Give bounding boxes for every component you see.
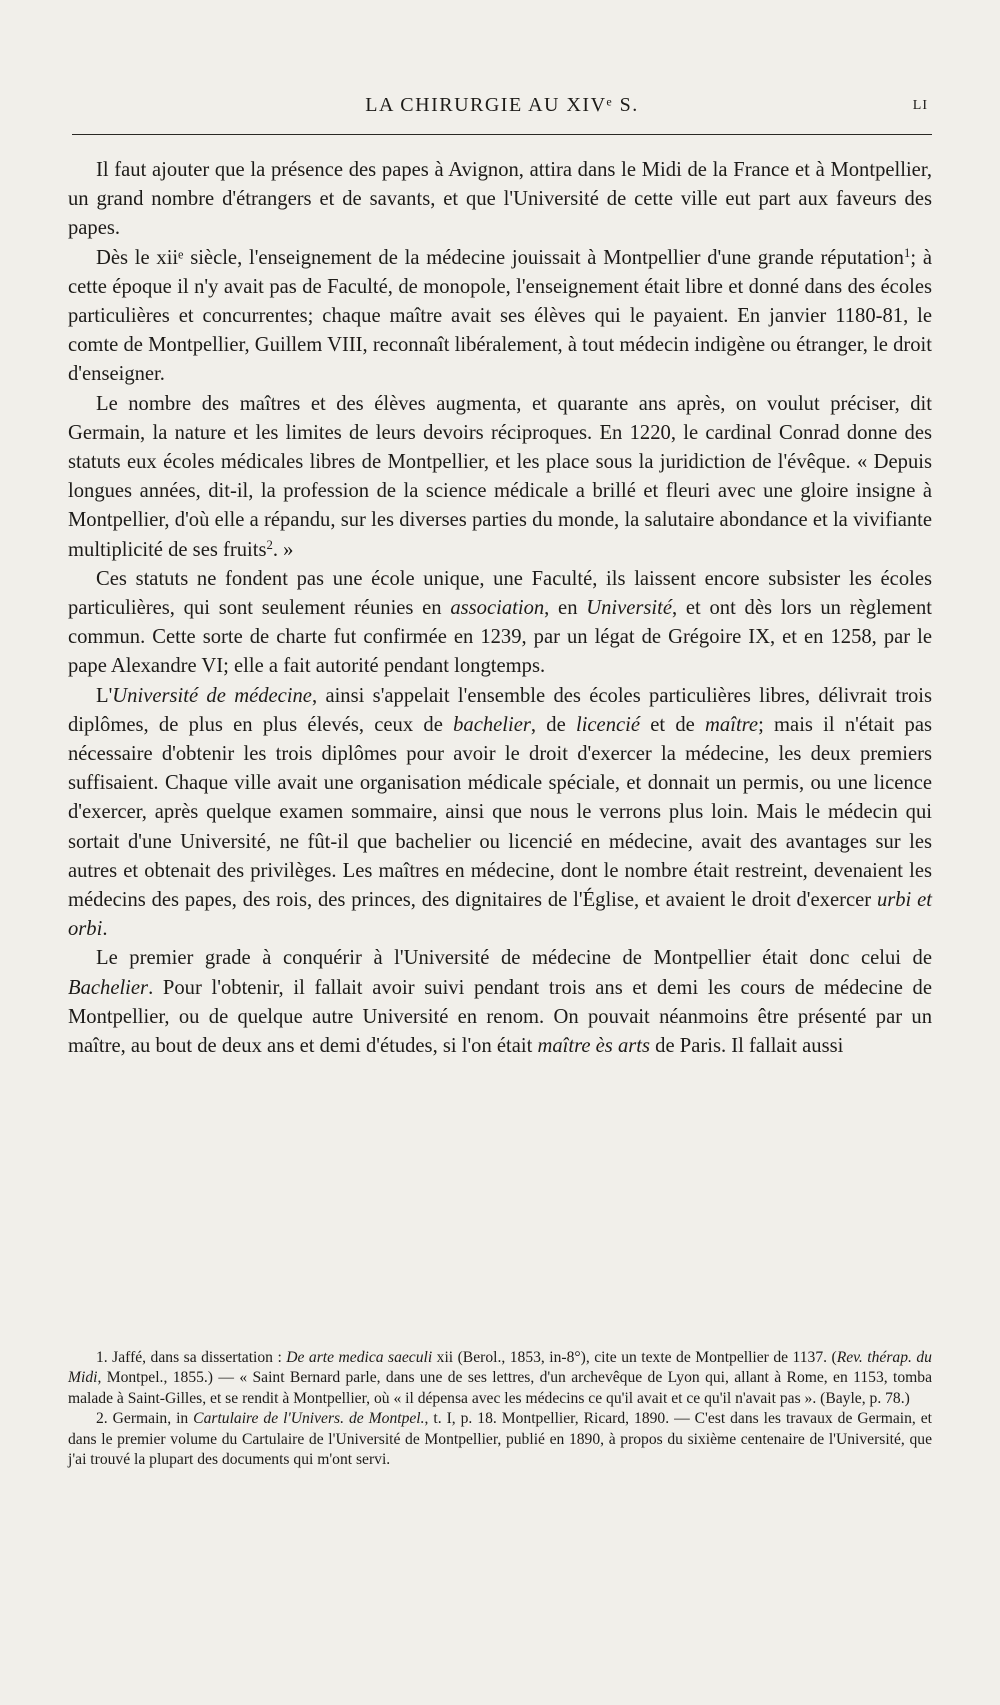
- footnote-1-text-a: 1. Jaffé, dans sa dissertation :: [96, 1349, 287, 1366]
- italic-maitre-es-arts: maître ès arts: [537, 1035, 651, 1058]
- paragraph-3-text-a: Le nombre des maîtres et des élèves augmenta, et quarante ans après, on voulut préciser, dit Germain, la nature et les limites de leurs devoirs réciproques. En 1220, le cardinal Conrad donne des statuts eux écoles médicales libres de Montpellier, et les place sous la juridiction de l'évêque. « Depuis longues années, dit-il, la profession de la science médicale a brillé et fleuri avec une gloire insigne à Montpellier, d'où elle a répandu, sur les diverses parties du monde, la salutaire abondance et la vivifiante multiplicité de ses fruits: [68, 392, 932, 561]
- footnotes: [68, 1348, 932, 1470]
- paragraph-3: [68, 390, 932, 565]
- footnote-2-italic-cartulaire: Cartulaire de l'Univers. de Montpel.: [193, 1410, 425, 1428]
- paragraph-4-text-c: , et ont dès lors un règlement commun. Cette sorte de charte fut confirmée en 1239, par un légat de Grégoire IX, et en 1258, par le pape Alexandre VI; elle a fait autorité pendant longtemps.: [68, 597, 932, 678]
- footnote-1-text-c: , Montpel., 1855.) — « Saint Bernard parle, dans une de ses lettres, d'un archevêque de Lyon qui, allant à Rome, en 1153, tomba malade à Saint-Gilles, et se rendit à Montpellier, où « il dépensa avec les médecins ce qu'il avait et ce qu'il n'avait pas ». (Bayle, p. 78.): [68, 1369, 932, 1407]
- paragraph-6-text-a: Le premier grade à conquérir à l'Université de médecine de Montpellier était donc celui de: [96, 947, 932, 970]
- italic-licencie: licencié: [575, 713, 640, 736]
- italic-urbi-et-orbi: urbi et orbi: [68, 889, 932, 941]
- paragraph-2-text-a: Dès le xiiᵉ siècle, l'enseignement de la médecine jouissait à Montpellier d'une grande réputation: [96, 246, 904, 269]
- paragraph-6: [68, 944, 932, 1061]
- paragraph-2-text-b: ; à cette époque il n'y avait pas de Faculté, de monopole, l'enseignement était libre et donné dans des écoles particulières et concurrentes; chaque maître avait ses élèves qui le payaient. En janvier 1180-81, le comte de Montpellier, Guillem VIII, reconnaît libéralement, à tout médecin indigène ou étranger, le droit d'enseigner.: [68, 246, 932, 386]
- footnote-2-text-b: , t. I, p. 18. Montpellier, Ricard, 1890. — C'est dans les travaux de Germain, et dans le premier volume du Cartulaire de l'Université de Montpellier, publié en 1890, à propos du sixième centenaire de l'Université, que j'ai trouvé la plupart des documents qui m'ont servi.: [68, 1410, 933, 1469]
- footnote-ref-1: 1: [903, 245, 911, 260]
- footnote-1-italic-journal: Rev. thérap. du Midi: [68, 1349, 932, 1387]
- paragraph-6-text-c: de Paris. Il fallait aussi: [650, 1035, 844, 1058]
- paragraph-2: [68, 244, 932, 390]
- italic-bachelier-grade: Bachelier: [68, 976, 149, 999]
- running-title: LA CHIRURGIE AU XIVᵉ S.: [365, 94, 639, 116]
- paragraph-1-text: Il faut ajouter que la présence des papes à Avignon, attira dans le Midi de la France et à Montpellier, un grand nombre d'étrangers et de savants, et que l'Université de cette ville eut part aux faveurs des papes.: [68, 159, 932, 240]
- italic-association: association: [450, 597, 545, 620]
- footnote-1-italic-title: De arte medica saeculi: [286, 1349, 433, 1366]
- paragraph-5-text-a: L': [96, 684, 113, 707]
- italic-universite-medecine: Université de médecine: [112, 684, 312, 707]
- italic-universite: Université: [586, 597, 673, 620]
- paragraph-1: [68, 156, 932, 244]
- footnote-2-text-a: 2. Germain, in: [96, 1410, 194, 1428]
- footnote-ref-2: 2: [266, 537, 273, 552]
- paragraph-5-text-f: .: [102, 918, 108, 941]
- italic-bachelier: bachelier: [453, 713, 531, 736]
- paragraph-4-text-b: , en: [544, 597, 587, 620]
- paragraph-4-text-a: Ces statuts ne fondent pas une école unique, une Faculté, ils laissent encore subsister les écoles particulières, qui sont seulement réunies en: [68, 567, 932, 620]
- page-header: [72, 94, 932, 135]
- paragraph-5: [68, 682, 932, 945]
- paragraph-5-text-e: ; mais il n'était pas nécessaire d'obtenir les trois diplômes pour avoir le droit d'exercer la médecine, les deux premiers suffisaient. Chaque ville avait une organisation médicale spéciale, et donnait un permis, ou une licence d'exercer, après quelque examen sommaire, ainsi que nous le verrons plus loin. Mais le médecin qui sortait d'une Université, ne fût-il que bachelier ou licencié en médecine, avait des avantages sur les autres et obtenait des privilèges. Les maîtres en médecine, dont le nombre était restreint, devenaient les médecins des papes, des rois, des princes, des dignitaires de l'Église, et avaient le droit d'exercer: [68, 713, 933, 912]
- paragraph-5-text-b: , ainsi s'appelait l'ensemble des écoles particulières libres, délivrait trois diplômes, de plus en plus élevés, ceux de: [68, 684, 932, 736]
- footnote-1: [68, 1348, 932, 1409]
- paragraph-5-text-c: , de: [530, 713, 576, 736]
- page-number: LI: [912, 98, 928, 113]
- paragraph-3-text-b: . »: [272, 538, 294, 561]
- paragraph-6-text-b: . Pour l'obtenir, il fallait avoir suivi pendant trois ans et demi les cours de médecine de Montpellier, ou de quelque autre Université en renom. On pouvait néanmoins être présenté par un maître, au bout de deux ans et demi d'études, si l'on était: [68, 976, 932, 1058]
- italic-maitre: maître: [705, 713, 759, 736]
- footnote-1-text-b: xii (Berol., 1853, in-8°), cite un texte de Montpellier de 1137. (: [432, 1349, 837, 1366]
- main-text: [68, 156, 932, 1061]
- paragraph-4: [68, 565, 932, 682]
- footnote-2: [68, 1409, 932, 1470]
- paragraph-5-text-d: et de: [640, 713, 706, 736]
